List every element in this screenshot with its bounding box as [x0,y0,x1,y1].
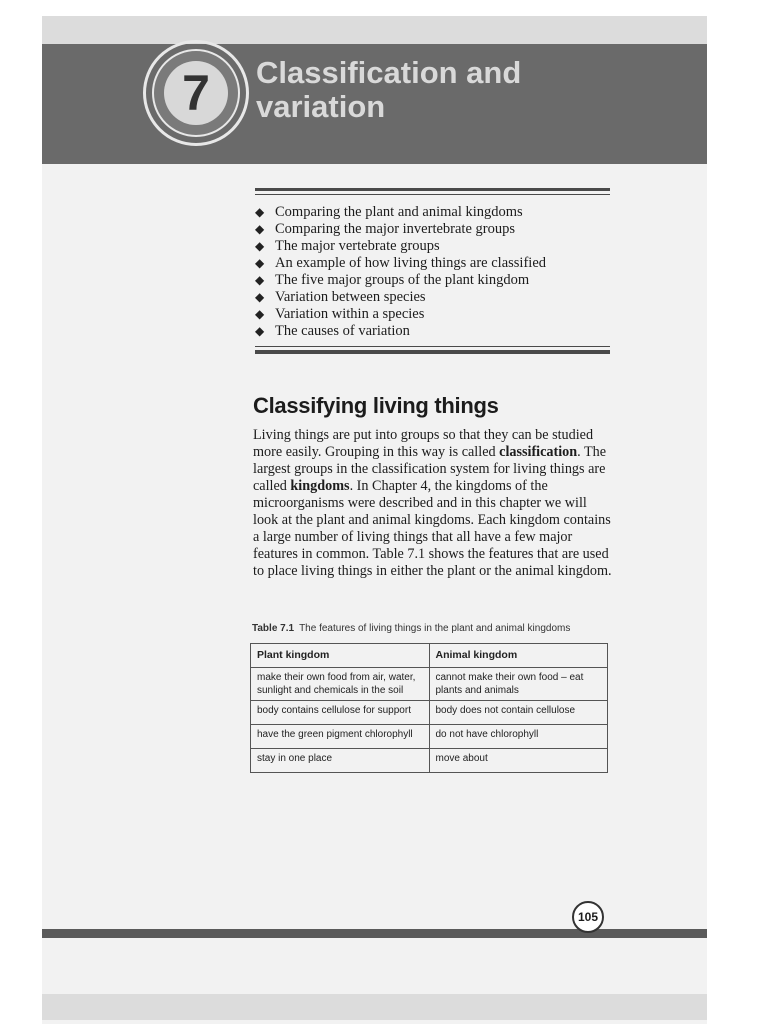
contents-bottom-rule [255,350,610,354]
table-row [251,725,608,749]
list-item: ◆ The major vertebrate groups [255,238,440,254]
table-cell: have the green pigment chlorophyll [251,725,430,749]
page-number: 105 [572,901,604,933]
diamond-bullet-icon: ◆ [255,256,265,270]
chapter-title-line2: variation [256,89,386,124]
list-item: ◆ The five major groups of the plant kingdom [255,272,530,288]
list-item: ◆ Variation between species [255,289,426,305]
diamond-bullet-icon: ◆ [255,324,265,338]
diamond-bullet-icon: ◆ [255,205,265,219]
table-header-row [251,644,608,668]
contents-top-rule-thin [255,194,610,195]
list-item: ◆ Comparing the major invertebrate groups [255,221,515,237]
chapter-contents-list [255,204,546,340]
table-caption-label: Table 7.1 [252,623,295,634]
diamond-bullet-icon: ◆ [255,239,265,253]
table-cell: cannot make their own food – eat plants and animals [429,668,608,701]
contents-top-rule [255,188,610,191]
list-item: ◆ Variation within a species [255,306,425,322]
table-row [251,701,608,725]
section-heading: Classifying living things [253,393,499,418]
body-paragraph: Living things are put into groups so that they can be studied more easily. Grouping in this way is called classification. The largest groups in the classification system for living things are called kingdoms. In Chapter 4, the kingdoms of the microorganisms were described and in this chapter we will look at the plant and animal kingdoms. Each kingdom contains a large number of living things that all have a few major features in common. Table 7.1 shows the features that are used to place living things in either the plant or the animal kingdom. [253,427,612,579]
diamond-bullet-icon: ◆ [255,273,265,287]
table-cell: move about [429,749,608,773]
bottom-margin-band [42,994,707,1020]
diamond-bullet-icon: ◆ [255,222,265,236]
diamond-bullet-icon: ◆ [255,290,265,304]
footer-bar [42,929,707,938]
table-cell: do not have chlorophyll [429,725,608,749]
diamond-bullet-icon: ◆ [255,307,265,321]
chapter-title-line1: Classification and [256,55,522,90]
list-item: ◆ An example of how living things are classified [255,255,547,271]
column-header: Animal kingdom [429,644,608,668]
table-cell: make their own food from air, water, sunlight and chemicals in the soil [251,668,430,701]
key-term: kingdoms [290,478,350,494]
list-item: ◆ Comparing the plant and animal kingdoms [255,204,523,220]
table-row [251,749,608,773]
key-term: classification [499,444,578,460]
table-cell: body contains cellulose for support [251,701,430,725]
kingdom-features-table [250,643,608,773]
column-header: Plant kingdom [251,644,430,668]
table-caption [252,623,570,634]
chapter-number: 7 [164,61,228,125]
table-caption-text: The features of living things in the plant and animal kingdoms [299,623,571,634]
contents-bottom-rule-thin [255,346,610,347]
table-row [251,668,608,701]
top-margin-band [42,16,707,44]
table-cell: body does not contain cellulose [429,701,608,725]
chapter-number-badge [143,40,249,146]
table-cell: stay in one place [251,749,430,773]
chapter-title [256,56,636,124]
list-item: ◆ The causes of variation [255,323,410,339]
